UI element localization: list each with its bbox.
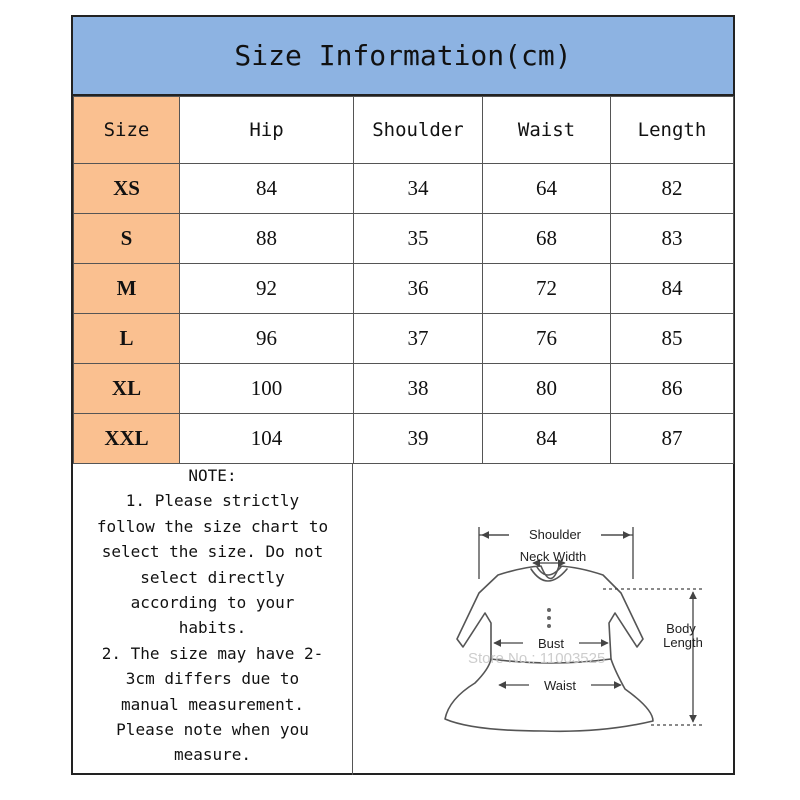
body-length-label-2: Length (663, 635, 703, 650)
note-line: habits. (178, 618, 247, 638)
button-icon (547, 608, 551, 612)
waist-cell: 80 (483, 364, 611, 414)
hip-cell: 100 (180, 364, 354, 414)
header-length: Length (611, 97, 734, 164)
length-cell: 87 (611, 414, 734, 464)
header-shoulder: Shoulder (354, 97, 483, 164)
hip-cell: 88 (180, 214, 354, 264)
chart-title: Size Information(cm) (73, 17, 733, 96)
collar-outline (537, 567, 561, 575)
garment-measurement-diagram (353, 463, 733, 775)
neck-width-label: Neck Width (519, 549, 587, 564)
note-line: follow the size chart to (96, 516, 329, 536)
length-cell: 85 (611, 314, 734, 364)
size-cell: XL (74, 364, 180, 414)
note-line: Please note when you (116, 720, 309, 740)
size-chart (71, 15, 735, 775)
bust-label: Bust (537, 636, 565, 651)
note-line: select directly (140, 567, 285, 587)
hip-cell: 104 (180, 414, 354, 464)
note-line: 1. Please strictly (125, 491, 300, 511)
waist-label: Waist (543, 678, 577, 693)
shoulder-cell: 36 (354, 264, 483, 314)
hip-cell: 84 (180, 164, 354, 214)
table-row (74, 364, 734, 414)
size-cell: XXL (74, 414, 180, 464)
button-icon (547, 616, 551, 620)
note-line: according to your (130, 593, 295, 613)
store-watermark: Store No.: 11003525 (468, 650, 606, 667)
body-length-label: Body (666, 621, 696, 636)
shoulder-label: Shoulder (528, 527, 582, 542)
header-hip: Hip (180, 97, 354, 164)
table-row (74, 414, 734, 464)
note-line: select the size. Do not (101, 542, 324, 562)
hip-cell: 92 (180, 264, 354, 314)
length-cell: 83 (611, 214, 734, 264)
shoulder-cell: 35 (354, 214, 483, 264)
size-cell: XS (74, 164, 180, 214)
dress-illustration (353, 463, 733, 775)
waist-cell: 68 (483, 214, 611, 264)
note-line: 3cm differs due to (125, 669, 300, 689)
table-row (74, 164, 734, 214)
length-cell: 82 (611, 164, 734, 214)
shoulder-cell: 39 (354, 414, 483, 464)
length-cell: 86 (611, 364, 734, 414)
length-cell: 84 (611, 264, 734, 314)
button-icon (547, 624, 551, 628)
note-line: NOTE: (188, 466, 237, 485)
size-table (73, 96, 734, 464)
shoulder-cell: 38 (354, 364, 483, 414)
note-line: measure. (173, 745, 252, 765)
size-cell: M (74, 264, 180, 314)
shoulder-cell: 34 (354, 164, 483, 214)
header-waist: Waist (483, 97, 611, 164)
waist-cell: 72 (483, 264, 611, 314)
table-row (74, 314, 734, 364)
table-row (74, 264, 734, 314)
table-row (74, 214, 734, 264)
size-cell: L (74, 314, 180, 364)
waist-cell: 64 (483, 164, 611, 214)
table-header-row (74, 97, 734, 164)
note-line: manual measurement. (120, 694, 305, 714)
note-line: 2. The size may have 2- (101, 643, 324, 663)
shoulder-cell: 37 (354, 314, 483, 364)
waist-cell: 84 (483, 414, 611, 464)
waist-cell: 76 (483, 314, 611, 364)
size-cell: S (74, 214, 180, 264)
size-note (73, 463, 353, 775)
hip-cell: 96 (180, 314, 354, 364)
header-size: Size (74, 97, 180, 164)
